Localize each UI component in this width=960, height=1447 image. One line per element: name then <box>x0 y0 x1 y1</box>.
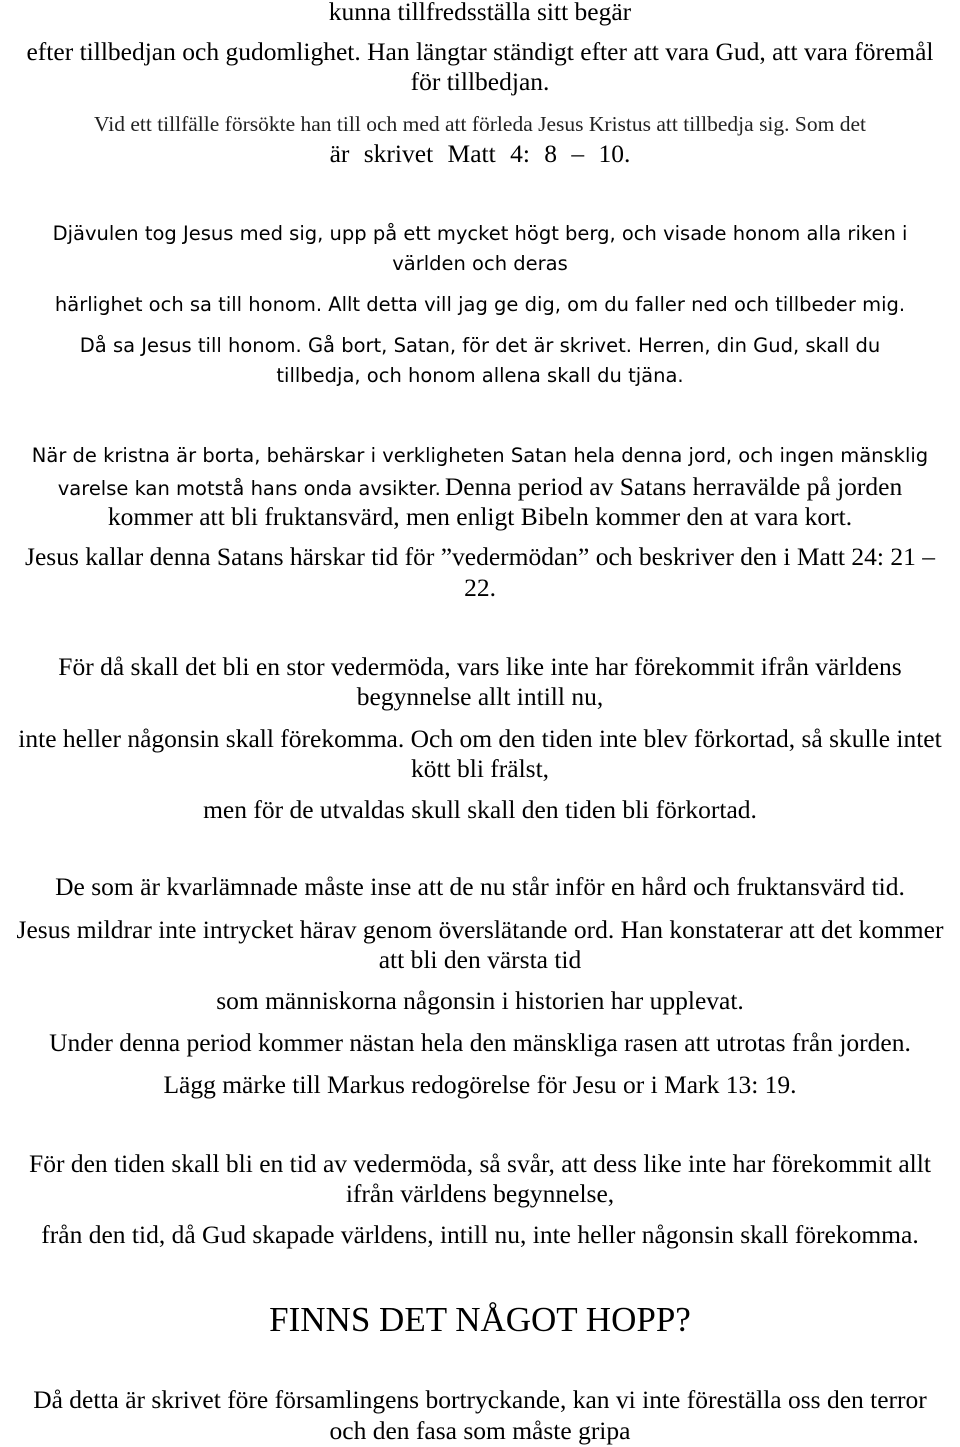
text-line: Då detta är skrivet före församlingens bortryckande, kan vi inte föreställa oss den terror <box>33 1385 927 1414</box>
text-segment: varelse kan motstå hans onda avsikter. <box>57 477 441 500</box>
text-line: men för de utvaldas skull skall den tiden bli förkortad. <box>203 795 757 824</box>
text-line: kött bli frälst, <box>410 754 550 783</box>
text-line: efter tillbedjan och gudomlighet. Han längtar ständigt efter att vara Gud, att vara föremål <box>26 37 934 66</box>
text-line: När de kristna är borta, behärskar i verkligheten Satan hela denna jord, och ingen mänsklig <box>31 444 929 467</box>
text-line: Jesus mildrar inte intrycket härav genom överslätande ord. Han konstaterar att det kommer <box>16 915 944 944</box>
text-line: För då skall det bli en stor vedermöda, vars like inte har förekommit ifrån världens <box>58 652 902 681</box>
text-line: De som är kvarlämnade måste inse att de nu står inför en hård och fruktansvärd tid. <box>55 872 905 901</box>
text-line: Då sa Jesus till honom. Gå bort, Satan, för det är skrivet. Herren, din Gud, skall du <box>79 334 881 357</box>
text-line: att bli den värsta tid <box>378 945 582 974</box>
text-line: ifrån världens begynnelse, <box>345 1179 615 1208</box>
text-line: som människorna någonsin i historien har upplevat. <box>216 986 744 1015</box>
text-line: Under denna period kommer nästan hela den mänskliga rasen att utrotas från jorden. <box>49 1028 911 1057</box>
text-line: är skrivet Matt 4: 8 – 10. <box>329 139 631 168</box>
text-line: från den tid, då Gud skapade världens, intill nu, inte heller någonsin skall förekomma. <box>41 1220 919 1249</box>
text-line: Vid ett tillfälle försökte han till och med att förleda Jesus Kristus att tillbedja sig. Som det <box>94 112 866 136</box>
text-line: Jesus kallar denna Satans härskar tid för ”vedermödan” och beskriver den i Matt 24: 21 – <box>25 542 935 571</box>
text-line: inte heller någonsin skall förekomma. Och om den tiden inte blev förkortad, så skulle intet <box>18 724 942 753</box>
text-line: Djävulen tog Jesus med sig, upp på ett mycket högt berg, och visade honom alla riken i <box>52 222 908 245</box>
text-line: kommer att bli fruktansvärd, men enligt Bibeln kommer den at vara kort. <box>107 502 853 531</box>
text-line: för tillbedjan. <box>410 67 550 96</box>
text-line: härlighet och sa till honom. Allt detta vill jag ge dig, om du faller ned och tillbeder mig. <box>54 293 906 316</box>
text-line: För den tiden skall bli en tid av vedermöda, så svår, att dess like inte har förekommit allt <box>29 1149 931 1178</box>
text-line: och den fasa som måste gripa <box>329 1416 631 1445</box>
text-line: begynnelse allt intill nu, <box>356 682 604 711</box>
section-heading: FINNS DET NÅGOT HOPP? <box>269 1300 691 1339</box>
text-line: Lägg märke till Markus redogörelse för Jesu or i Mark 13: 19. <box>163 1070 797 1099</box>
text-line: 22. <box>464 573 496 602</box>
text-segment: Denna period av Satans herravälde på jorden <box>444 472 903 501</box>
text-line <box>0 472 960 502</box>
text-line: världen och deras <box>392 252 568 275</box>
text-line: tillbedja, och honom allena skall du tjäna. <box>276 364 684 387</box>
text-line: kunna tillfredsställa sitt begär <box>328 0 632 26</box>
